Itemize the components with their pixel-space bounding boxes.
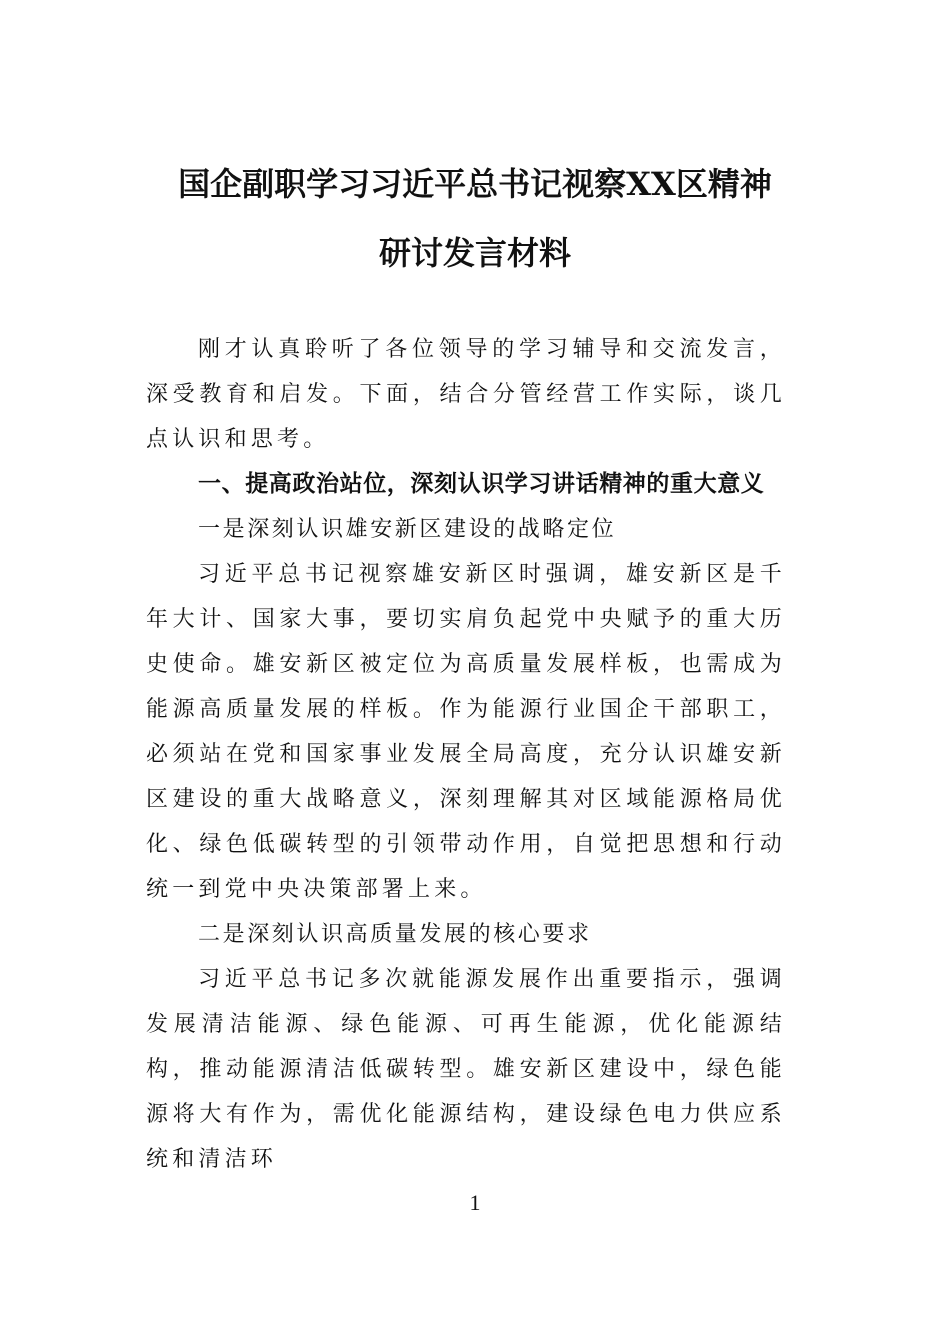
intro-paragraph: 刚才认真聆听了各位领导的学习辅导和交流发言，深受教育和启发。下面，结合分管经营工作实际，谈几点认识和思考。 [146, 337, 786, 452]
body-paragraph-2: 习近平总书记多次就能源发展作出重要指示，强调发展清洁能源、绿色能源、可再生能源，优化能源结构，推动能源清洁低碳转型。雄安新区建设中，绿色能源将大有作为，需优化能源结构，建设绿色电力供应系统和清洁环 [146, 967, 786, 1172]
document-title-line-1: 国企副职学习习近平总书记视察XX区精神 [178, 165, 772, 203]
subsection-heading-1: 一是深刻认识雄安新区建设的战略定位 [198, 517, 617, 542]
body-paragraph-1: 习近平总书记视察雄安新区时强调，雄安新区是千年大计、国家大事，要切实肩负起党中央赋予的重大历史使命。雄安新区被定位为高质量发展样板，也需成为能源高质量发展的样板。作为能源行业国企干部职工，必须站在党和国家事业发展全局高度，充分认识雄安新区建设的重大战略意义，深刻理解其对区域能源格局优化、绿色低碳转型的引领带动作用，自觉把思想和行动统一到党中央决策部署上来。 [146, 562, 786, 902]
subsection-heading-2: 二是深刻认识高质量发展的核心要求 [198, 922, 592, 947]
document-title-line-2: 研讨发言材料 [378, 234, 571, 272]
document-body [146, 327, 786, 1182]
page-number: 1 [469, 1190, 481, 1215]
section-heading-1: 一、提高政治站位，深刻认识学习讲话精神的重大意义 [198, 471, 765, 497]
